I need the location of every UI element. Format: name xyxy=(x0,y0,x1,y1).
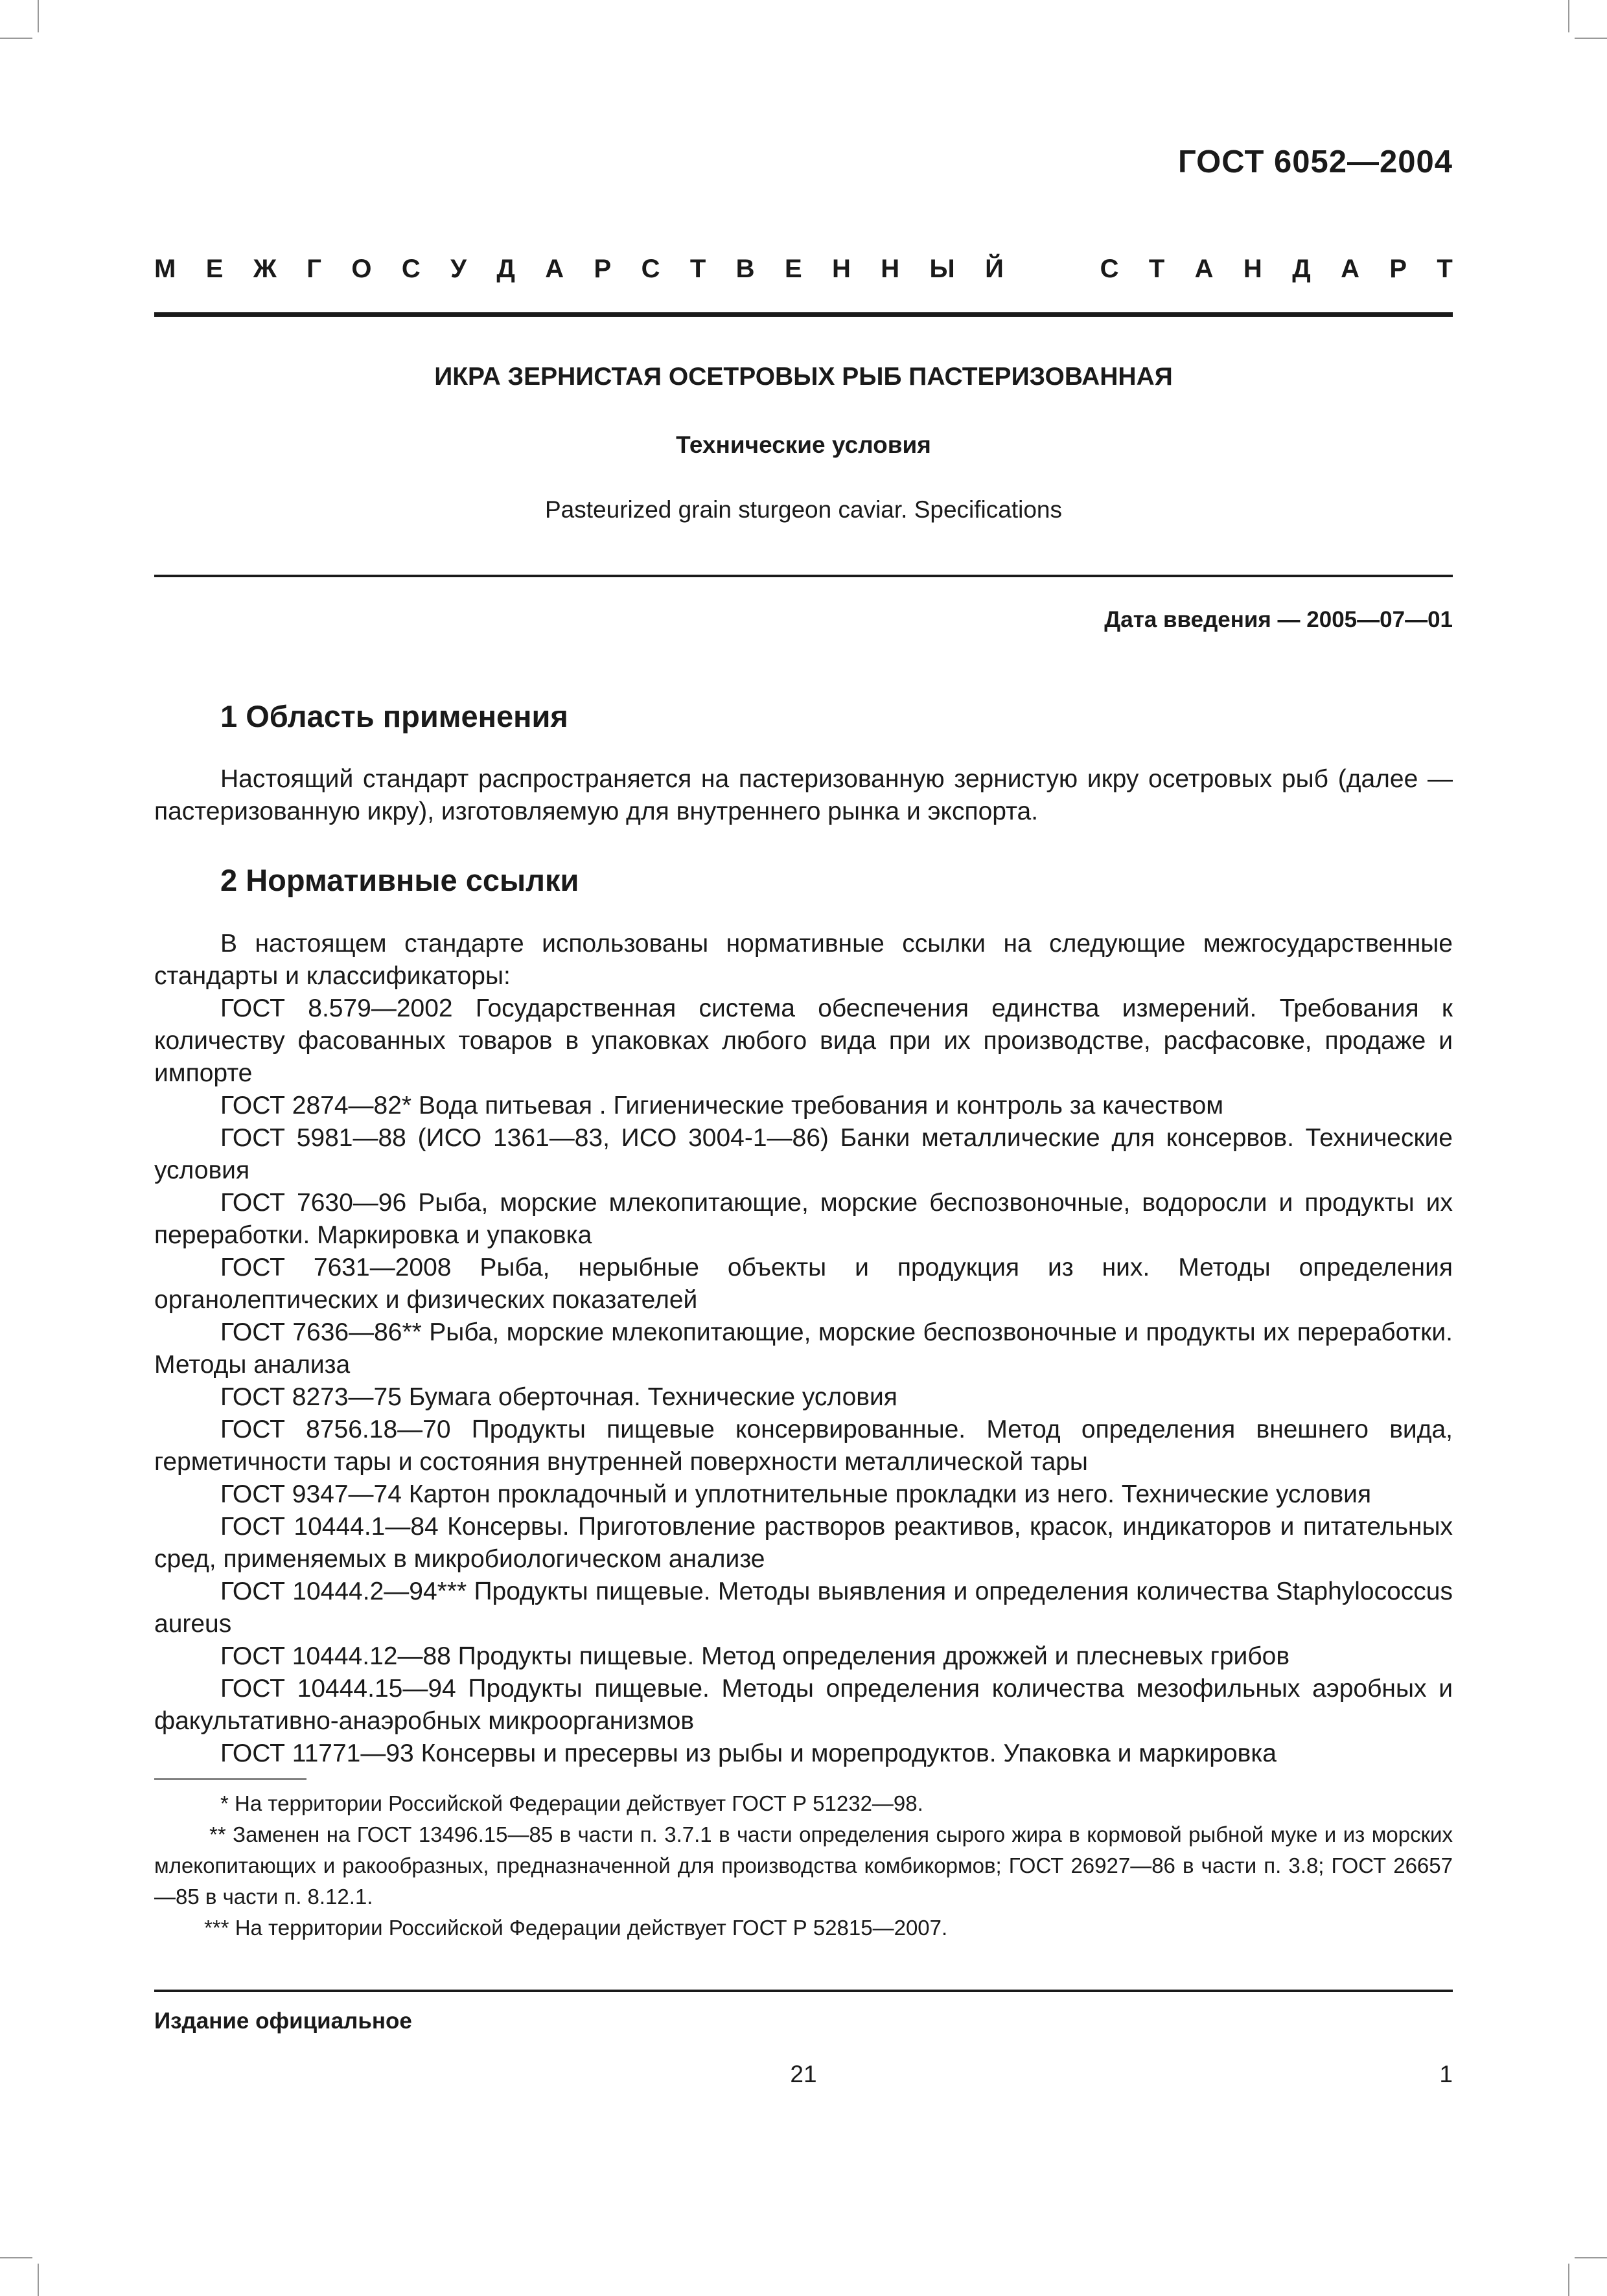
standard-type-letter: Ж xyxy=(253,255,277,283)
reference-item: ГОСТ 7636—86** Рыба, морские млекопитающие, морские беспозвоночные и продукты их переработки. Методы анализа xyxy=(154,1318,1453,1379)
edition-label: Издание официальное xyxy=(154,2008,412,2034)
standard-type-letter: С xyxy=(1100,255,1119,283)
standard-type-letter: Н xyxy=(832,255,851,283)
crop-mark xyxy=(1575,38,1607,39)
reference-item: ГОСТ 5981—88 (ИСО 1361—83, ИСО 3004-1—86) Банки металлические для консервов. Технические условия xyxy=(154,1124,1453,1184)
standard-type-letter: Й xyxy=(985,255,1004,283)
standard-type-letter: О xyxy=(351,255,372,283)
english-title: Pasteurized grain sturgeon caviar. Specifications xyxy=(545,496,1062,523)
reference-item: ГОСТ 8756.18—70 Продукты пищевые консервированные. Метод определения внешнего вида, герметичности тары и состояния внутренней поверхности металлической тары xyxy=(154,1416,1453,1476)
standard-type-letter: Д xyxy=(1292,255,1311,283)
standard-type-letter: Е xyxy=(784,255,802,283)
crop-mark xyxy=(1568,2264,1569,2296)
page-number-center: 21 xyxy=(790,2061,817,2087)
document-subtitle: Технические условия xyxy=(676,431,931,458)
standard-type-letter: Р xyxy=(594,255,612,283)
reference-item: ГОСТ 11771—93 Консервы и пресервы из рыбы и морепродуктов. Упаковка и маркировка xyxy=(220,1739,1277,1767)
standard-type-heading xyxy=(154,255,1453,284)
standard-type-letter: Т xyxy=(1148,255,1165,283)
section-1-heading: 1 Область применения xyxy=(220,699,568,733)
standard-type-letter: В xyxy=(735,255,755,283)
standard-type-letter: Г xyxy=(306,255,321,283)
standard-type-letter: Т xyxy=(1437,255,1453,283)
reference-item: ГОСТ 9347—74 Картон прокладочный и уплотнительные прокладки из него. Технические условия xyxy=(220,1480,1372,1508)
section-1-body xyxy=(154,763,1453,828)
reference-item: ГОСТ 10444.12—88 Продукты пищевые. Метод определения дрожжей и плесневых грибов xyxy=(220,1642,1290,1670)
crop-mark xyxy=(38,0,39,32)
standard-type-letter: А xyxy=(1341,255,1359,283)
standard-type-letter: Н xyxy=(881,255,900,283)
reference-item: ГОСТ 8.579—2002 Государственная система обеспечения единства измерений. Требования к количеству фасованных товаров в упаковках любого вида при их производстве, расфасовке, продаже и импорте xyxy=(154,994,1453,1087)
paragraph: В настоящем стандарте использованы нормативные ссылки на следующие межгосударственные стандарты и классификаторы: xyxy=(154,930,1453,990)
paragraph: Настоящий стандарт распространяется на пастеризованную зернистую икру осетровых рыб (далее — пастеризованную икру), изготовляемую для внутреннего рынка и экспорта. xyxy=(154,765,1453,825)
reference-item: ГОСТ 10444.15—94 Продукты пищевые. Методы определения количества мезофильных аэробных и факультативно-анаэробных микроорганизмов xyxy=(154,1675,1453,1735)
section-2-heading: 2 Нормативные ссылки xyxy=(220,863,579,897)
footnote: *** На территории Российской Федерации действует ГОСТ Р 52815—2007. xyxy=(204,1916,948,1940)
standard-type-letter: С xyxy=(401,255,421,283)
document-number: ГОСТ 6052—2004 xyxy=(1178,144,1453,179)
standard-type-letter: Т xyxy=(689,255,706,283)
standard-type-letter: Д xyxy=(496,255,515,283)
standard-type-letter: А xyxy=(545,255,564,283)
standard-type-letter: Е xyxy=(205,255,224,283)
document-title: ИКРА ЗЕРНИСТАЯ ОСЕТРОВЫХ РЫБ ПАСТЕРИЗОВАННАЯ xyxy=(434,363,1173,391)
standard-type-letter: У xyxy=(450,255,467,283)
crop-mark xyxy=(0,38,32,39)
footnotes xyxy=(154,1788,1453,1944)
standard-type-letter: Р xyxy=(1389,255,1407,283)
reference-item: ГОСТ 7630—96 Рыба, морские млекопитающие, морские беспозвоночные, водоросли и продукты их переработки. Маркировка и упаковка xyxy=(154,1189,1453,1249)
page-number: 1 xyxy=(1439,2061,1453,2087)
reference-item: ГОСТ 7631—2008 Рыба, нерыбные объекты и продукция из них. Методы определения органолептических и физических показателей xyxy=(154,1254,1453,1314)
crop-mark xyxy=(1575,2257,1607,2258)
title-rule xyxy=(154,575,1453,577)
footnote: ** Заменен на ГОСТ 13496.15—85 в части п. 3.7.1 в части определения сырого жира в кормовой рыбной муке и из морских млекопитающих и ракообразных, предназначенной для производства комбикормов; ГОСТ 26927—86 в части п. 3.8; ГОСТ 26657—85 в части п. 8.12.1. xyxy=(154,1822,1453,1909)
standard-type-letter: А xyxy=(1194,255,1214,283)
crop-mark xyxy=(0,2257,32,2258)
crop-mark xyxy=(1568,0,1569,32)
introduction-date: Дата введения — 2005—07—01 xyxy=(1104,607,1453,632)
standard-type-letter: М xyxy=(154,255,176,283)
footer-rule xyxy=(154,1990,1453,1992)
standard-type-letter: Ы xyxy=(929,255,955,283)
footnote-separator xyxy=(154,1778,306,1780)
reference-item: ГОСТ 10444.1—84 Консервы. Приготовление растворов реактивов, красок, индикаторов и питательных сред, применяемых в микробиологическом анализе xyxy=(154,1513,1453,1573)
word-gap xyxy=(1034,255,1070,284)
standard-type-letter: С xyxy=(641,255,660,283)
reference-item: ГОСТ 10444.2—94*** Продукты пищевые. Методы выявления и определения количества Staphylococcus aureus xyxy=(154,1578,1453,1638)
header-rule xyxy=(154,312,1453,317)
standard-type-letter: Н xyxy=(1243,255,1262,283)
reference-item: ГОСТ 8273—75 Бумага оберточная. Технические условия xyxy=(220,1383,897,1411)
section-2-body xyxy=(154,928,1453,1770)
reference-item: ГОСТ 2874—82* Вода питьевая . Гигиенические требования и контроль за качеством xyxy=(220,1092,1224,1119)
footnote: * На территории Российской Федерации действует ГОСТ Р 51232—98. xyxy=(220,1791,923,1815)
crop-mark xyxy=(38,2264,39,2296)
